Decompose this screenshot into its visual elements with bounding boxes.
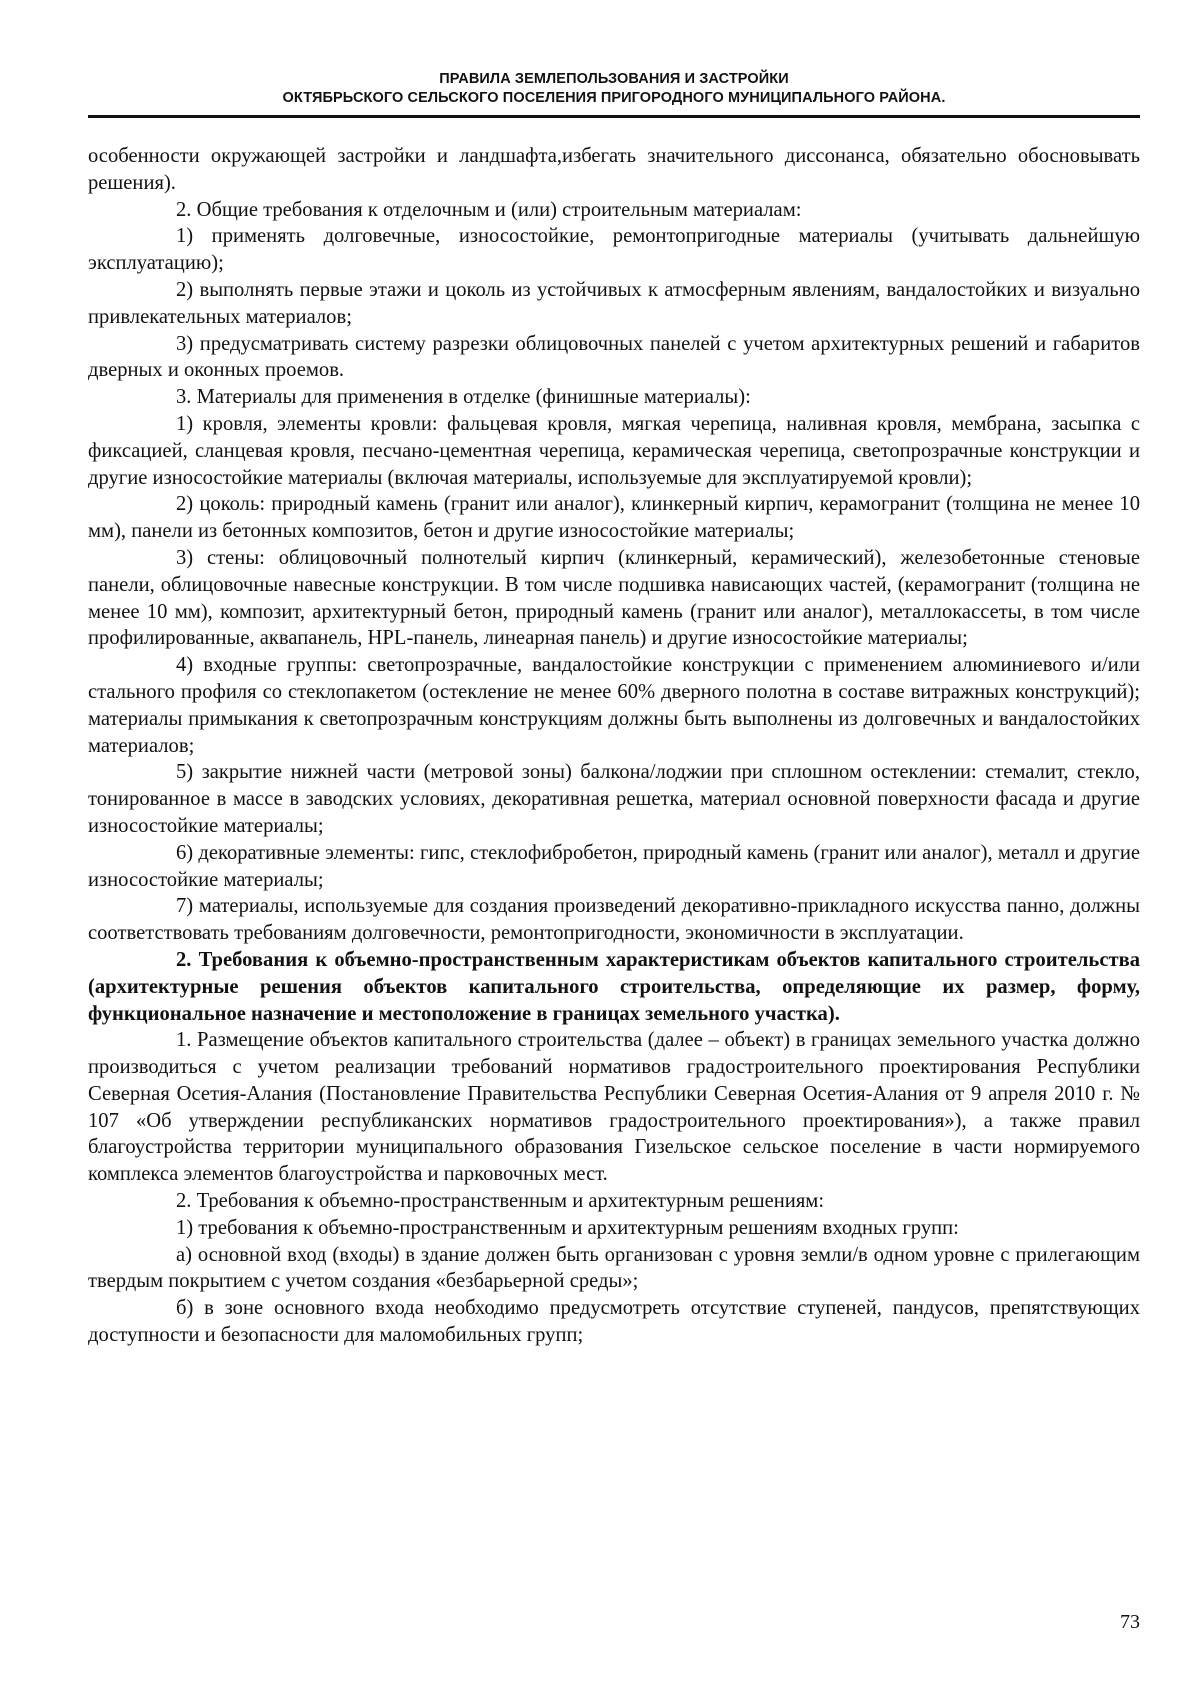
paragraph: 2) цоколь: природный камень (гранит или аналог), клинкерный кирпич, керамогранит (толщина не менее 10 мм), панели из бетонных композитов, бетон и другие износостойкие материалы; <box>88 493 1140 543</box>
paragraph: 2. Требования к объемно-пространственным и архитектурным решениям: <box>176 1190 825 1213</box>
paragraph: 3) стены: облицовочный полнотелый кирпич (клинкерный, керамический), железобетонные стеновые панели, облицовочные навесные конструкции. В том числе подшивка нависающих частей, (керамогранит (толщина не менее 10 мм), композит, архитектурный бетон, природный камень (гранит или аналог), металлокассеты, в том числе профилированные, аквапанель, HPL-панель, линеарная панель) и другие износостойкие материалы; <box>88 546 1140 650</box>
header-line-1: ПРАВИЛА ЗЕМЛЕПОЛЬЗОВАНИЯ И ЗАСТРОЙКИ <box>439 71 789 87</box>
paragraph: б) в зоне основного входа необходимо предусмотреть отсутствие ступеней, пандусов, препятствующих доступности и безопасности для маломобильных групп; <box>88 1297 1140 1347</box>
paragraph: 2) выполнять первые этажи и цоколь из устойчивых к атмосферным явлениям, вандалостойких и визуально привлекательных материалов; <box>88 278 1140 328</box>
header-line-2: ОКТЯБРЬСКОГО СЕЛЬСКОГО ПОСЕЛЕНИЯ ПРИГОРОДНОГО МУНИЦИПАЛЬНОГО РАЙОНА. <box>282 90 946 106</box>
paragraph: 2. Общие требования к отделочным и (или) строительным материалам: <box>176 198 802 221</box>
paragraph: 3) предусматривать систему разрезки облицовочных панелей с учетом архитектурных решений и габаритов дверных и оконных проемов. <box>88 332 1140 382</box>
running-header <box>88 70 1140 108</box>
document-body <box>88 143 1140 1349</box>
paragraph: 1) кровля, элементы кровли: фальцевая кровля, мягкая черепица, наливная кровля, мембрана, засыпка с фиксацией, сланцевая кровля, песчано-цементная черепица, керамическая черепица, светопрозрачные конструкции и другие износостойкие материалы (включая материалы, используемые для эксплуатируемой кровли); <box>88 412 1140 489</box>
paragraph: 4) входные группы: светопрозрачные, вандалостойкие конструкции с применением алюминиевого и/или стального профиля со стеклопакетом (остекление не менее 60% дверного полотна в составе витражных конструкций); материалы примыкания к светопрозрачным конструкциям должны быть выполнены из долговечных и вандалостойких материалов; <box>88 654 1140 757</box>
paragraph: 1) требования к объемно-пространственным и архитектурным решениям входных групп: <box>176 1216 959 1239</box>
paragraph: 7) материалы, используемые для создания произведений декоративно-прикладного искусства панно, должны соответствовать требованиям долговечности, ремонтопригодности, экономичности в эксплуатации. <box>88 895 1140 945</box>
page-number: 73 <box>1120 1611 1140 1633</box>
paragraph: 6) декоративные элементы: гипс, стеклофибробетон, природный камень (гранит или аналог), металл и другие износостойкие материалы; <box>88 841 1140 891</box>
paragraph: 3. Материалы для применения в отделке (финишные материалы): <box>176 386 751 409</box>
paragraph: 5) закрытие нижней части (метровой зоны) балкона/лоджии при сплошном остеклении: стемалит, стекло, тонированное в массе в заводских условиях, декоративная решетка, материал основной поверхности фасада и другие износостойкие материалы; <box>88 761 1140 837</box>
paragraph: 1) применять долговечные, износостойкие, ремонтопригодные материалы (учитывать дальнейшую эксплуатацию); <box>88 225 1140 275</box>
section-heading: 2. Требования к объемно-пространственным характеристикам объектов капитального строительства (архитектурные решения объектов капитального строительства, определяющие их размер, форму, функциональное назначение и местоположение в границах земельного участка). <box>88 948 1140 1025</box>
header-rule <box>88 115 1140 118</box>
paragraph: 1. Размещение объектов капитального строительства (далее – объект) в границах земельного участка должно производиться с учетом реализации требований нормативов градостроительного проектирования Республики Северная Осетия-Алания (Постановление Правительства Республики Северная Осетия-Алания от 9 апреля 2010 г. № 107 «Об утверждении республиканских нормативов градостроительного проектирования»), а также правил благоустройства территории муниципального образования Гизельское сельское поселение в части нормируемого комплекса элементов благоустройства и парковочных мест. <box>88 1029 1140 1186</box>
paragraph: а) основной вход (входы) в здание должен быть организован с уровня земли/в одном уровне с прилегающим твердым покрытием с учетом создания «безбарьерной среды»; <box>88 1243 1140 1293</box>
paragraph: особенности окружающей застройки и ландшафта,избегать значительного диссонанса, обязательно обосновывать решения). <box>88 145 1140 194</box>
